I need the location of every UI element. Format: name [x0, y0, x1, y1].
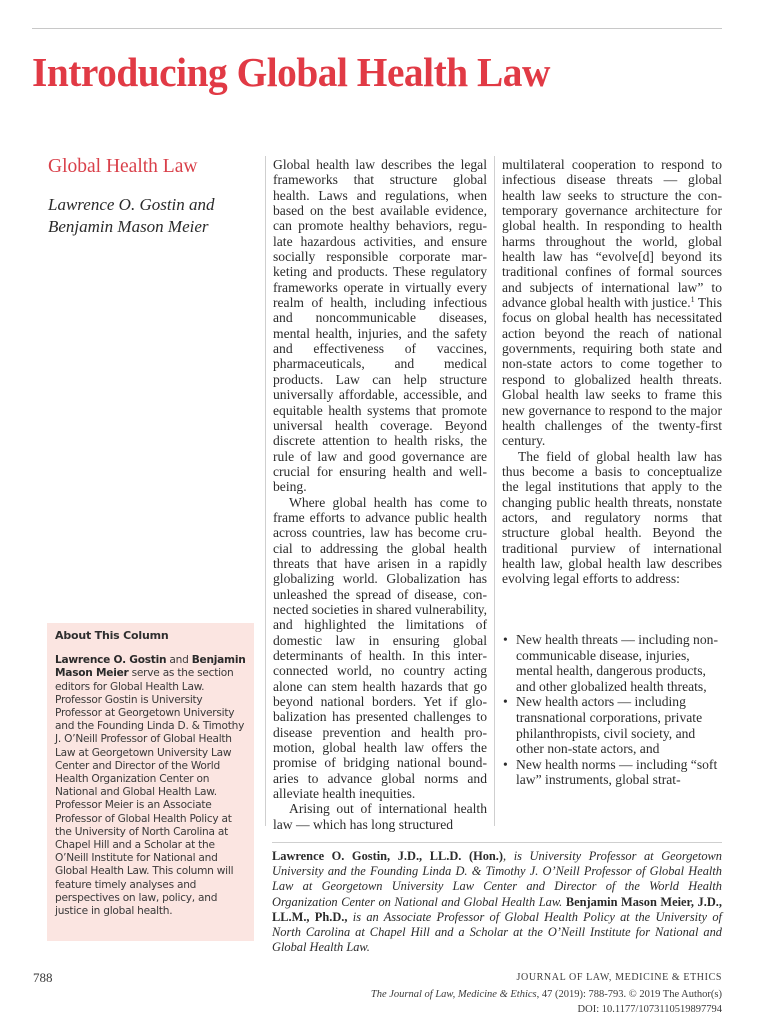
authors-line-1: Lawrence O. Gostin and: [48, 195, 215, 214]
about-box-text: Lawrence O. Gostin and Benjamin Mason Meier serve as the section editors for Global Health Law. Professor Gostin is University Professor at Georgetown University and the Founding Linda D. & Timothy J. O’Neill Professor of Global Health Law at Georgetown University Law Center and Director of the World Health Organization Center on National and Global Health Law. Professor Meier is an Associate Professor of Global Health Policy at the University of North Carolina at Chapel Hill and a Scholar at the O’Neill Institute for National and Global Health Law. This column will feature timely analyses and perspectives on law, policy, and justice in global health.: [55, 654, 246, 918]
paragraph: multilateral cooperation to respond to infectious disease threats — global health law seeks to structure the contemporary governance architecture for global health. In responding to health harms throughout the world, global health law has “evolve[d] beyond its traditional confines of formal sources and subjects of international law” to advance global health with justice.$^1$ This focus on global health has necessitated action beyond the reach of national governments, requiring both state and non-state actors to come together to respond to globalized health threats. Global health law seeks to frame this new governance to respond to the major health challenges of the twenty-first century.: [502, 157, 722, 449]
body-column-1: [273, 157, 487, 832]
body-column-2: [502, 157, 722, 587]
paragraph: The field of global health law has thus become a basis to conceptualize the legal institutions that apply to the changing public health threats, nonstate actors, and regulatory norms that structure global health. Beyond the traditional purview of international health law, global health law describes evolving legal efforts to address:: [502, 448, 722, 587]
list-item: • New health norms — including “soft law” instruments, global strat-: [503, 756, 718, 788]
about-box-title: About This Column: [55, 629, 169, 642]
paragraph: Global health law describes the legal frameworks that structure global health. Laws and regulations, when based on the best available evidence, can promote healthy behaviors, regulate hazardous activities, and ensure socially responsible corporate marketing and products. These regulatory frameworks operate in virtually every realm of health, including infectious and noncommunicable diseases, mental health, injuries, and the safety and effectiveness of vaccines, pharmaceuticals, and medical products. Law can help structure universally affordable, accessible, and equitable health systems that promote universal health coverage. Beyond discrete attention to health risks, the rule of law and good governance are crucial for ensuring health and well-being.: [273, 157, 487, 495]
authors-byline: [48, 194, 215, 238]
bullet-list: [500, 632, 722, 788]
page-number: 788: [33, 970, 53, 985]
section-name: Global Health Law: [48, 156, 198, 177]
article-title: Introducing Global Health Law: [32, 49, 550, 95]
footnote-ref[interactable]: 1: [690, 295, 695, 305]
bullet-icon: •: [503, 694, 508, 710]
author-bio: Lawrence O. Gostin, J.D., LL.D. (Hon.), is University Professor at Georgetown University and the Founding Linda D. & Timothy J. O’Neill Professor of Global Health Law at Georgetown University Law Center and Director of the World Health Organization Center on National and Global Health Law. Benjamin Mason Meier, J.D., LL.M., Ph.D., is an Associate Professor of Global Health Policy at the University of North Carolina at Chapel Hill and a Scholar at the O’Neill Institute for National and Global Health Law.: [272, 849, 722, 955]
column-divider-middle: [494, 156, 495, 826]
bullet-icon: •: [503, 632, 508, 647]
citation: The Journal of Law, Medicine & Ethics, 47 (2019): 788-793. © 2019 The Author(s): [370, 989, 722, 1000]
paragraph: Where global health has come to frame efforts to advance public health across countries, law has become crucial to addressing the global health threats that have arisen in a rapidly globalizing world. Globalization has unleashed the spread of disease, connected societies in shared vulnerability, and highlighted the limitations of domestic law in ensuring global determinants of health. In this interconnected world, no country acting alone can stem health hazards that go beyond national borders. Yet if globalization has presented challenges to disease prevention and health promotion, global health law offers the promise of bridging national boundaries to advance global norms and alleviate health inequities.: [273, 494, 487, 802]
paragraph: Arising out of international health law — which has long structured: [273, 801, 487, 832]
list-item: • New health threats — including non-communicable disease, injuries, mental health, dangerous products, and other globalized health threats,: [503, 632, 718, 694]
column-divider-left: [265, 156, 266, 826]
bio-divider: [272, 842, 722, 843]
bullet-icon: •: [503, 756, 508, 772]
top-rule-extended: [32, 28, 486, 29]
list-item: • New health actors — including transnational corporations, private philanthropists, civil society, and other non-state actors, and: [503, 694, 703, 757]
doi[interactable]: DOI: 10.1177/1073110519897794: [577, 1004, 722, 1015]
top-rule-right: [486, 28, 722, 29]
authors-line-2: Benjamin Mason Meier: [48, 217, 209, 236]
about-this-column-box: [47, 623, 254, 941]
journal-name: JOURNAL OF LAW, MEDICINE & ETHICS: [516, 972, 722, 983]
